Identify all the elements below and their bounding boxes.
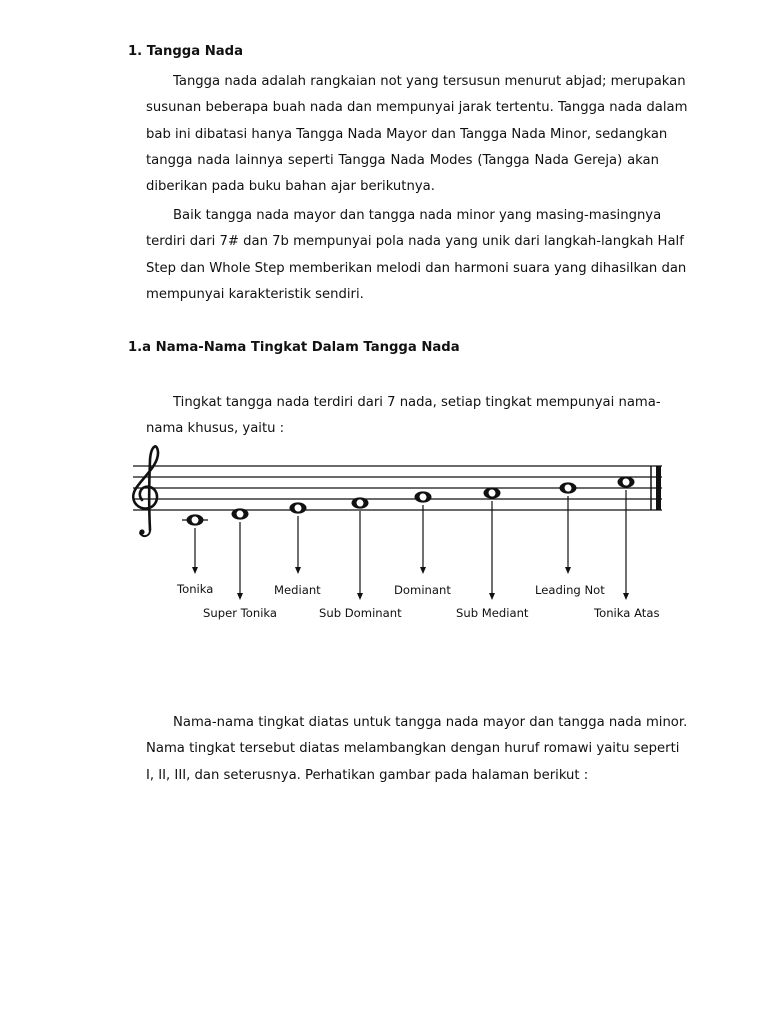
whole-note: [290, 502, 307, 513]
whole-note: [187, 514, 204, 525]
treble-clef-icon: [133, 446, 158, 536]
text-line: susunan beberapa buah nada dan mempunyai jarak tertentu. Tangga nada dalam: [146, 100, 688, 116]
text-line: diberikan pada buku bahan ajar berikutnya.: [146, 179, 435, 195]
text-line: nama khusus, yaitu :: [146, 421, 285, 437]
section-heading: 1. Tangga Nada: [128, 44, 244, 59]
arrow-icon: [489, 501, 495, 600]
arrow-icon: [623, 490, 629, 600]
label-dominant: Dominant: [394, 583, 451, 597]
whole-note: [618, 476, 635, 487]
staff-lines: [133, 466, 662, 510]
label-sub-dominant: Sub Dominant: [319, 606, 402, 620]
whole-note: [352, 497, 369, 508]
text-line: bab ini dibatasi hanya Tangga Nada Mayor dan Tangga Nada Minor, sedangkan: [146, 126, 668, 142]
arrow-icon: [565, 496, 571, 574]
paragraph-roman-numerals: [146, 710, 688, 789]
subsection-heading: 1.a Nama-Nama Tingkat Dalam Tangga Nada: [128, 340, 460, 355]
arrow-icon: [420, 505, 426, 574]
thick-barline: [656, 466, 661, 510]
label-super-tonika: Super Tonika: [203, 606, 278, 620]
degree-labels: [176, 582, 660, 620]
notes-group: [187, 476, 635, 525]
label-leading-not: Leading Not: [535, 583, 605, 597]
label-tonika: Tonika: [177, 582, 214, 596]
text-line: terdiri dari 7# dan 7b mempunyai pola nada yang unik dari langkah-langkah Half: [146, 234, 684, 250]
arrow-icon: [295, 516, 301, 574]
whole-note: [560, 482, 577, 493]
text-line: Nama tingkat tersebut diatas melambangkan dengan huruf romawi yaitu seperti: [146, 741, 680, 757]
label-mediant: Mediant: [274, 583, 321, 597]
text-line: Nama-nama tingkat diatas untuk tangga nada mayor dan tangga nada minor.: [173, 715, 688, 730]
whole-note: [484, 487, 501, 498]
label-sub-mediant: Sub Mediant: [456, 606, 529, 620]
text-line: Baik tangga nada mayor dan tangga nada minor yang masing-masingnya: [173, 208, 662, 223]
whole-note: [232, 508, 249, 519]
arrow-icon: [357, 511, 363, 600]
text-line: mempunyai karakteristik sendiri.: [146, 286, 364, 302]
text-line: Tingkat tangga nada terdiri dari 7 nada, setiap tingkat mempunyai nama-: [173, 395, 661, 410]
text-line: tangga nada lainnya seperti Tangga Nada Modes (Tangga Nada Gereja) akan: [146, 152, 659, 168]
text-line: I, II, III, dan seterusnya. Perhatikan gambar pada halaman berikut :: [146, 767, 589, 783]
whole-note: [415, 491, 432, 502]
arrow-icon: [192, 528, 198, 574]
text-line: Tangga nada adalah rangkaian not yang tersusun menurut abjad; merupakan: [173, 74, 686, 89]
text-line: Step dan Whole Step memberikan melodi dan harmoni suara yang dihasilkan dan: [146, 260, 687, 276]
label-tonika-atas: Tonika Atas: [594, 606, 660, 620]
arrow-icon: [237, 522, 243, 600]
